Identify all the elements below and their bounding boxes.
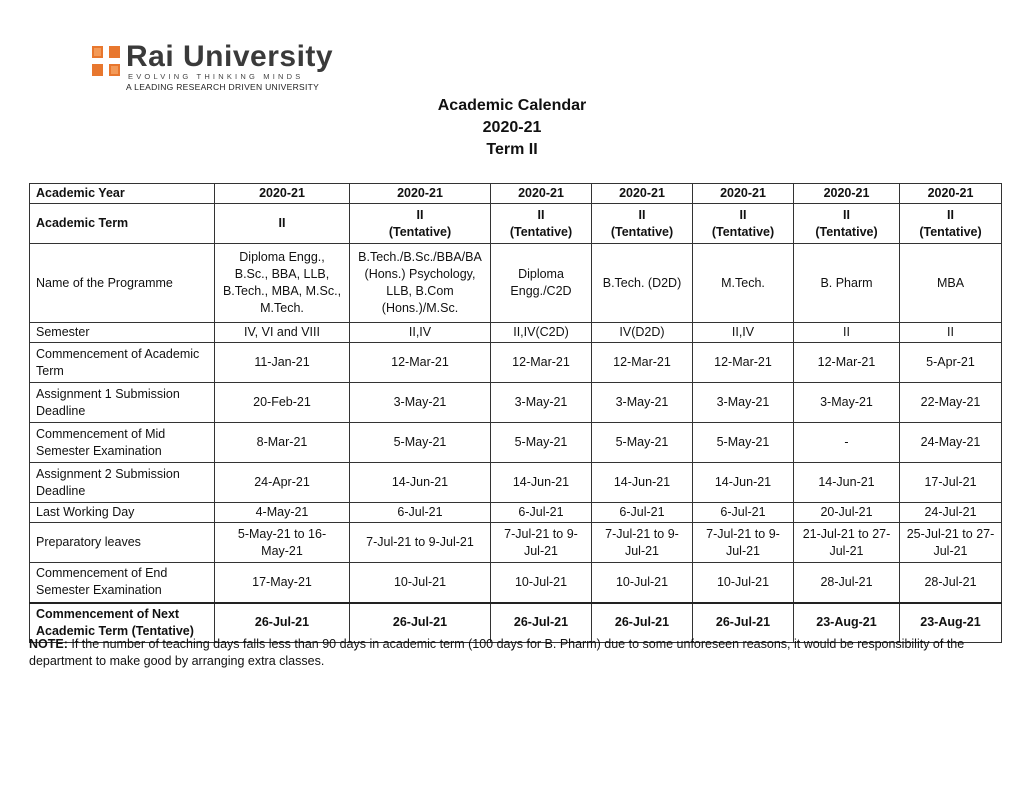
- table-cell: II (Tentative): [693, 204, 794, 244]
- table-cell: II,IV: [693, 323, 794, 343]
- row-label: Semester: [30, 323, 215, 343]
- table-cell: 17-May-21: [215, 563, 350, 603]
- table-row: [30, 323, 1002, 343]
- table-cell: IV, VI and VIII: [215, 323, 350, 343]
- row-label: Commencement of Next Academic Term (Tentative): [30, 603, 215, 643]
- table-cell: 10-Jul-21: [350, 563, 491, 603]
- table-row: [30, 343, 1002, 383]
- table-cell: 14-Jun-21: [592, 463, 693, 503]
- table-cell: 6-Jul-21: [592, 503, 693, 523]
- table-cell: 5-May-21: [592, 423, 693, 463]
- table-cell: M.Tech.: [693, 244, 794, 323]
- footnote: [29, 636, 1004, 670]
- table-row: [30, 563, 1002, 603]
- table-cell: 3-May-21: [491, 383, 592, 423]
- table-cell: B.Tech./B.Sc./BBA/BA (Hons.) Psychology, LLB, B.Com (Hons.)/M.Sc.: [350, 244, 491, 323]
- table-row: [30, 204, 1002, 244]
- table-cell: 5-May-21: [693, 423, 794, 463]
- note-label: NOTE:: [29, 637, 68, 651]
- table-row: [30, 463, 1002, 503]
- table-cell: 21-Jul-21 to 27- Jul-21: [794, 523, 900, 563]
- table-cell: 24-May-21: [900, 423, 1002, 463]
- table-cell: 6-Jul-21: [491, 503, 592, 523]
- calendar-titles: [0, 95, 1024, 161]
- table-cell: 2020-21: [900, 184, 1002, 204]
- table-cell: 12-Mar-21: [592, 343, 693, 383]
- table-cell: II (Tentative): [491, 204, 592, 244]
- table-cell: 5-Apr-21: [900, 343, 1002, 383]
- table-cell: 8-Mar-21: [215, 423, 350, 463]
- table-cell: 7-Jul-21 to 9-Jul-21: [350, 523, 491, 563]
- table-cell: 4-May-21: [215, 503, 350, 523]
- row-label: Assignment 1 Submission Deadline: [30, 383, 215, 423]
- table-cell: MBA: [900, 244, 1002, 323]
- table-cell: II: [215, 204, 350, 244]
- table-cell: 2020-21: [215, 184, 350, 204]
- table-cell: -: [794, 423, 900, 463]
- table-row: [30, 503, 1002, 523]
- table-cell: 2020-21: [794, 184, 900, 204]
- table-cell: II: [900, 323, 1002, 343]
- table-cell: 5-May-21 to 16- May-21: [215, 523, 350, 563]
- table-row: [30, 523, 1002, 563]
- table-cell: 22-May-21: [900, 383, 1002, 423]
- table-cell: 26-Jul-21: [350, 603, 491, 643]
- table-cell: 3-May-21: [350, 383, 491, 423]
- table-cell: 26-Jul-21: [491, 603, 592, 643]
- university-motto: EVOLVING THINKING MINDS: [128, 72, 304, 81]
- table-cell: 14-Jun-21: [350, 463, 491, 503]
- table-cell: 26-Jul-21: [693, 603, 794, 643]
- table-cell: II (Tentative): [592, 204, 693, 244]
- row-label: Assignment 2 Submission Deadline: [30, 463, 215, 503]
- table-cell: Diploma Engg., B.Sc., BBA, LLB, B.Tech., MBA, M.Sc., M.Tech.: [215, 244, 350, 323]
- table-cell: 26-Jul-21: [592, 603, 693, 643]
- table-row: [30, 244, 1002, 323]
- university-tagline: A LEADING RESEARCH DRIVEN UNIVERSITY: [126, 82, 320, 92]
- table-cell: Diploma Engg./C2D: [491, 244, 592, 323]
- table-cell: 23-Aug-21: [900, 603, 1002, 643]
- table-cell: II: [794, 323, 900, 343]
- table-cell: 5-May-21: [350, 423, 491, 463]
- table-cell: 10-Jul-21: [491, 563, 592, 603]
- table-row: [30, 184, 1002, 204]
- table-cell: 24-Jul-21: [900, 503, 1002, 523]
- table-cell: 14-Jun-21: [794, 463, 900, 503]
- table-cell: 10-Jul-21: [693, 563, 794, 603]
- row-label: Commencement of Mid Semester Examination: [30, 423, 215, 463]
- note-text: If the number of teaching days falls less than 90 days in academic term (100 days for B. Pharm) due to some unforeseen reasons, it would be responsibility of the department to make good by arranging extra classes.: [29, 637, 965, 668]
- table-cell: 3-May-21: [693, 383, 794, 423]
- table-cell: IV(D2D): [592, 323, 693, 343]
- table-cell: 17-Jul-21: [900, 463, 1002, 503]
- table-cell: 6-Jul-21: [350, 503, 491, 523]
- table-cell: 5-May-21: [491, 423, 592, 463]
- table-cell: 7-Jul-21 to 9- Jul-21: [491, 523, 592, 563]
- table-cell: 11-Jan-21: [215, 343, 350, 383]
- table-cell: II,IV(C2D): [491, 323, 592, 343]
- table-cell: 28-Jul-21: [794, 563, 900, 603]
- table-cell: 12-Mar-21: [794, 343, 900, 383]
- university-crest-icon: [92, 46, 120, 76]
- row-label: Commencement of End Semester Examination: [30, 563, 215, 603]
- row-label: Preparatory leaves: [30, 523, 215, 563]
- table-cell: 2020-21: [350, 184, 491, 204]
- table-cell: 24-Apr-21: [215, 463, 350, 503]
- table-cell: 14-Jun-21: [491, 463, 592, 503]
- table-cell: 6-Jul-21: [693, 503, 794, 523]
- table-cell: 7-Jul-21 to 9- Jul-21: [592, 523, 693, 563]
- table-cell: 12-Mar-21: [350, 343, 491, 383]
- table-cell: 2020-21: [491, 184, 592, 204]
- academic-calendar-table: [29, 183, 1002, 643]
- table-cell: 14-Jun-21: [693, 463, 794, 503]
- table-cell: II (Tentative): [350, 204, 491, 244]
- table-cell: 25-Jul-21 to 27- Jul-21: [900, 523, 1002, 563]
- table-cell: II,IV: [350, 323, 491, 343]
- table-cell: B.Tech. (D2D): [592, 244, 693, 323]
- table-cell: 2020-21: [693, 184, 794, 204]
- calendar-term: Term II: [486, 141, 538, 158]
- table-cell: 28-Jul-21: [900, 563, 1002, 603]
- table-row: [30, 423, 1002, 463]
- table-cell: 20-Feb-21: [215, 383, 350, 423]
- table-cell: B. Pharm: [794, 244, 900, 323]
- row-label: Academic Year: [30, 184, 215, 204]
- table-cell: 2020-21: [592, 184, 693, 204]
- table-cell: 3-May-21: [592, 383, 693, 423]
- university-name: Rai University: [126, 40, 334, 73]
- calendar-year: 2020-21: [482, 119, 542, 136]
- table-cell: 10-Jul-21: [592, 563, 693, 603]
- university-logo: [92, 40, 362, 94]
- table-cell: 7-Jul-21 to 9- Jul-21: [693, 523, 794, 563]
- table-row: [30, 383, 1002, 423]
- table-cell: II (Tentative): [900, 204, 1002, 244]
- table-cell: 3-May-21: [794, 383, 900, 423]
- row-label: Last Working Day: [30, 503, 215, 523]
- row-label: Name of the Programme: [30, 244, 215, 323]
- table-cell: 26-Jul-21: [215, 603, 350, 643]
- row-label: Academic Term: [30, 204, 215, 244]
- table-cell: 23-Aug-21: [794, 603, 900, 643]
- page-title: Academic Calendar: [437, 97, 587, 114]
- table-cell: II (Tentative): [794, 204, 900, 244]
- table-cell: 12-Mar-21: [491, 343, 592, 383]
- table-cell: 20-Jul-21: [794, 503, 900, 523]
- row-label: Commencement of Academic Term: [30, 343, 215, 383]
- table-cell: 12-Mar-21: [693, 343, 794, 383]
